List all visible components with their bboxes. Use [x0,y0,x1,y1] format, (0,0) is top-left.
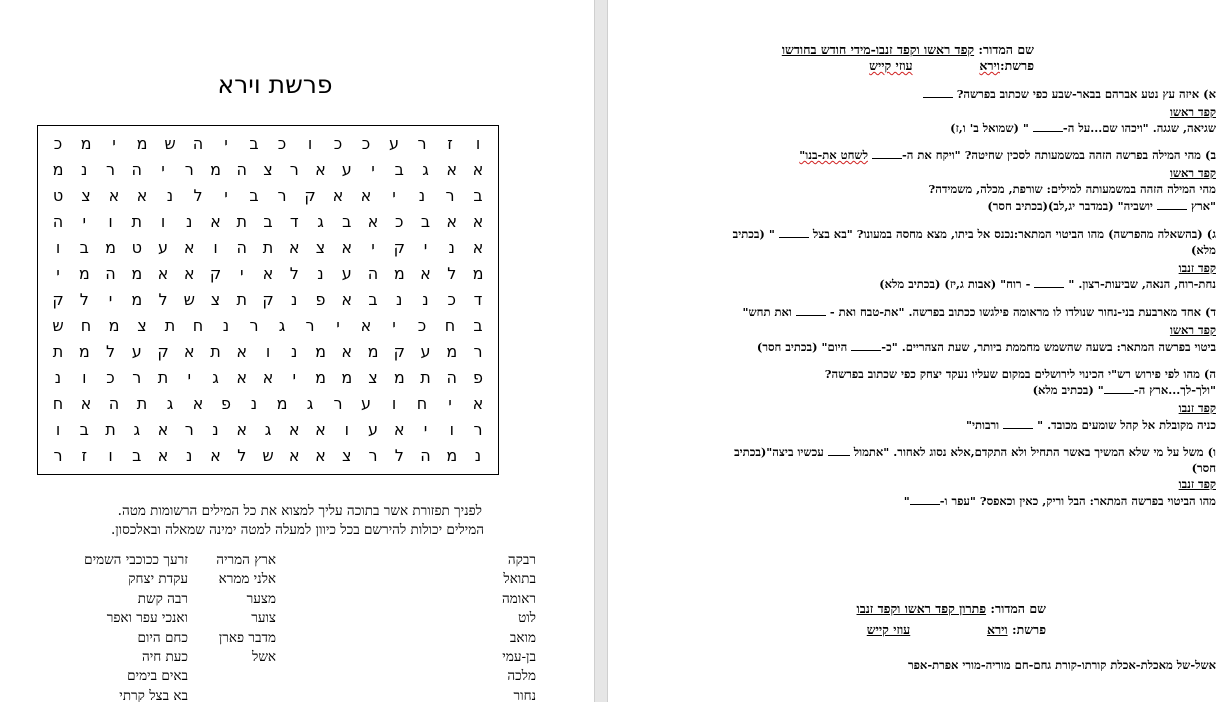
grid-letter: ר [445,185,455,205]
grid-letter: ו [55,419,61,439]
hint-b: מהי המילה הזהה במשמעותה למילים: שורפת, מכלה, משמידה? [928,182,1216,196]
grid-letter: א [192,393,204,413]
grid-letter: מ [367,341,379,361]
instructions-line-2: המילים יכולות להירשם בכל כיוון למעלה למטה ימינה שמאלה ובאלכסון. [110,522,484,538]
word-list-item: אלני ממרא [218,571,276,588]
grid-letter: ג [133,419,141,439]
solution-header: שם המדור: פתרון קפד ראשו וקפד זנבו [856,601,1046,616]
grid-letter: ז [447,133,453,153]
grid-letter: א [472,393,484,413]
grid-letter: א [157,419,169,439]
grid-letter: ח [192,315,204,335]
grid-letter: מ [315,341,326,361]
grid-letter: כ [395,211,404,231]
grid-letter: י [292,367,297,387]
grid-letter: ג [264,419,272,439]
grid-letter: כ [277,133,287,153]
grid-letter: כ [333,133,343,153]
grid-letter: ו [108,211,113,231]
question-c-cont: מלא) [1190,243,1216,257]
grid-letter: ע [388,133,399,153]
grid-letter: ג [306,393,314,413]
grid-letter: נ [186,445,193,465]
grid-letter: פ [221,393,231,413]
grid-letter: ת [236,289,247,309]
grid-letter: א [472,237,484,257]
grid-letter: ו [82,367,87,387]
grid-row [45,234,491,260]
grid-letter: נ [166,185,174,205]
grid-letter: ב [263,211,273,231]
grid-letter: ר [473,419,483,439]
grid-letter: ר [368,445,378,465]
grid-letter: י [423,419,428,439]
grid-letter: ז [81,445,88,465]
grid-letter: צ [137,315,147,335]
question-b: ב) מהי המילה בפרשה הזהה במשמעותה לסכין שחיטה? "ויקח את ה- לשחט את-בנו" [799,148,1216,162]
grid-letter: מ [472,263,484,283]
grid-letter: ר [417,133,427,153]
grid-letter: נ [212,419,219,439]
grid-letter: ק [52,289,64,309]
grid-row [45,364,491,390]
grid-letter: נ [186,211,193,231]
grid-letter: כ [447,289,456,309]
grid-letter: ג [422,159,429,179]
grid-letter: א [315,159,326,179]
question-f: ו) משל על מי שלא המשיך באשר התחיל ולא התקדם,אלא נסוג לאחור. "אתמול עכשיו ביצה"(בכתיב [734,445,1216,459]
grid-letter: ל [237,445,247,465]
grid-letter: א [262,263,274,283]
grid-letter: כ [106,367,115,387]
grid-letter: י [108,289,113,309]
grid-letter: ה [192,133,204,153]
grid-letter: א [236,419,248,439]
grid-letter: מ [78,341,90,361]
grid-letter: א [80,393,92,413]
grid-letter: צ [210,289,221,309]
grid-letter: י [224,133,228,153]
word-list-item: נחור [513,687,536,702]
grid-letter: י [82,211,87,231]
grid-letter: ת [136,393,148,413]
grid-letter: ע [341,263,352,283]
word-list-item: ארץ המריה [216,552,276,568]
grid-letter: נ [317,263,324,283]
grid-letter: ע [367,419,378,439]
grid-row [45,390,491,416]
grid-row [45,312,491,338]
grid-letter: ת [210,341,221,361]
grid-letter: נ [291,341,298,361]
grid-letter: ד [289,211,299,231]
word-list-column-2 [216,551,276,702]
question-c: ג) (בהשאלה מהפרשה) מהו הביטוי המתאר:נכנס אל ביתו, מצא מחסה במעונו? "בא בצל " (בכתיב [732,227,1216,241]
grid-letter: א [108,185,120,205]
question-d: ד) אחד מארבעת בני-נחור שנולדו לו מראומה פילגשו ככתוב בפרשה. "את-טבח ואת - ואת תחש" [742,305,1216,319]
grid-letter: מ [315,367,326,387]
grid-letter: מ [276,393,288,413]
grid-letter: א [341,289,353,309]
grid-letter: ר [305,315,315,335]
grid-letter: נ [396,289,403,309]
grid-letter: ה [52,211,64,231]
grid-letter: מ [131,263,143,283]
subheading-tail: קפד זנבו [1178,477,1216,491]
grid-letter: י [392,185,396,205]
grid-letter: פ [315,289,326,309]
grid-letter: ר [132,367,142,387]
grid-letter: כ [417,315,427,335]
grid-letter: ח [52,393,64,413]
subheading-head: קפד ראשו [1169,105,1216,119]
grid-letter: ה [367,263,379,283]
word-list-item: בן-עמי [502,648,536,665]
word-list-item: צוער [251,610,276,627]
grid-letter: כ [361,133,371,153]
grid-letter: ל [79,289,89,309]
grid-letter: ו [265,341,271,361]
grid-letter: צ [263,159,273,179]
grid-letter: כ [53,133,63,153]
grid-letter: א [367,211,379,231]
grid-letter: ה [131,159,142,179]
wordsearch-grid [37,125,499,475]
grid-letter: נ [422,289,429,309]
grid-letter: ט [52,185,64,205]
grid-letter: ע [157,237,168,257]
grid-letter: א [332,185,344,205]
grid-row [45,442,491,468]
grid-letter: ו [449,419,454,439]
grid-letter: א [446,159,458,179]
grid-row [45,156,491,182]
grid-letter: ד [473,289,483,309]
grid-letter: ב [473,315,483,335]
subheading-head: קפד ראשו [1169,166,1216,180]
grid-letter: ו [307,133,313,153]
word-list-item: מדבר פארן [218,629,276,646]
grid-letter: נ [250,393,258,413]
question-a: א) איזה עץ נטע אברהם בבאר-שבע כפי שכתוב בפרשה? [923,87,1216,102]
grid-letter: י [239,263,244,283]
column-header [782,42,1034,57]
grid-letter: א [157,445,169,465]
grid-letter: ו [475,133,481,153]
page-edge [594,0,595,702]
grid-letter: מ [52,159,64,179]
word-list-column-1 [502,551,536,702]
grid-letter: א [472,159,484,179]
grid-letter: ו [391,393,397,413]
instructions-line-1: לפניך תפזורת אשר בתוכה עליך למצוא את כל המילים הרשומות מטה. [117,503,482,519]
grid-letter: ת [236,211,247,231]
question-e: ה) מהו לפי פירוש רש"י הכינוי לירושלים במקום שעליו נעקד יצחק כפי שכתוב בפרשה? [824,367,1216,381]
grid-letter: מ [341,367,353,387]
grid-letter: ה [236,237,247,257]
grid-letter: ב [473,185,483,205]
grid-letter: ב [79,419,89,439]
grid-letter: ת [157,367,169,387]
grid-row [45,182,491,208]
parasha-value: וירא [979,58,1000,73]
grid-letter: מ [446,341,458,361]
grid-letter: י [371,159,375,179]
grid-row [45,208,491,234]
grid-letter: א [288,445,300,465]
word-list-item: באים בימים [127,668,188,685]
grid-letter: ר [105,159,116,179]
grid-letter: ק [157,341,169,361]
grid-letter: ב [342,211,352,231]
word-list-item: רבקה [507,552,536,568]
grid-letter: א [288,237,300,257]
grid-letter: ב [420,211,431,231]
grid-letter: ת [131,211,142,231]
grid-letter: נ [54,367,62,387]
grid-letter: ג [317,211,324,231]
grid-letter: נ [81,159,88,179]
hint-b-quote: "ארץ יושביה" (במדבר יג,לב)(בכתיב חסר) [987,199,1216,213]
grid-letter: מ [446,445,458,465]
grid-letter: ח [416,393,428,413]
grid-letter: ת [262,237,274,257]
answer-blank [923,87,953,98]
grid-letter: ע [131,341,142,361]
grid-letter: ק [393,341,405,361]
grid-letter: ר [184,159,194,179]
grid-letter: ע [341,159,352,179]
grid-letter: ו [213,237,218,257]
grid-letter: א [210,445,221,465]
grid-letter: א [183,237,195,257]
parasha-label: פרשת: [999,58,1034,73]
grid-letter: צ [342,445,352,465]
grid-letter: א [210,211,221,231]
solutions-line: אשל-של מאכלת-אכלת קורתו-קורת גחם-חם מוריה-מורי אפרת-אפר [908,658,1216,672]
grid-letter: ו [108,445,113,465]
grid-letter: ש [262,445,274,465]
grid-letter: א [315,445,326,465]
grid-letter: א [288,419,300,439]
grid-letter: א [315,419,326,439]
grid-letter: צ [315,237,326,257]
grid-letter: ר [289,159,299,179]
grid-letter: מ [105,237,116,257]
grid-letter: ג [212,367,219,387]
grid-letter: פ [473,367,483,387]
grid-letter: ב [249,185,259,205]
grid-letter: ר [333,393,343,413]
grid-letter: ח [444,315,456,335]
grid-letter: צ [81,185,91,205]
grid-letter: א [341,237,353,257]
word-list-item [216,667,276,686]
word-list-item: מואב [509,629,536,646]
hint-c: נחת-רוח, הנאה, שביעות-רצון. " - רוח" (אבות ג,יז) (בכתיב מלא) [879,277,1216,291]
solution-parasha-line: פרשת: וירא עוזי קייש [866,622,1046,637]
grid-letter: ק [262,289,274,309]
word-list-item: כעת חיה [141,648,188,665]
word-list-item: מצער [246,590,276,607]
grid-row [45,260,491,286]
grid-letter: י [187,367,192,387]
grid-letter: ל [193,185,203,205]
question-e-quote: "ולך-לך...ארץ ה-" (בכתיב מלא) [1032,383,1216,397]
grid-letter: ר [184,419,194,439]
left-page [0,0,594,702]
parasha-line [869,58,1034,73]
grid-letter: א [262,367,274,387]
word-list-item [216,687,276,702]
grid-letter: מ [393,263,405,283]
grid-letter: א [136,185,148,205]
wordsearch-title: פרשת וירא [217,70,333,99]
grid-letter: ר [53,445,63,465]
grid-letter: א [236,367,248,387]
grid-letter: ו [55,237,61,257]
hint-e: כניה מקובלת אל קהל שומעים מכובד. " ורבותי" [966,418,1216,432]
grid-letter: ל [105,341,116,361]
grid-letter: מ [136,133,148,153]
grid-letter: א [157,263,169,283]
grid-letter: ק [304,185,316,205]
grid-row [45,286,491,312]
word-list-item: מלכה [507,668,536,685]
grid-letter: ת [52,341,64,361]
grid-letter: א [446,211,458,231]
grid-letter: ר [249,315,259,335]
word-list-item: ראומה [502,590,536,607]
grid-letter: י [56,263,60,283]
grid-letter: ע [420,341,431,361]
grid-letter: מ [210,159,221,179]
grid-letter: ב [394,159,404,179]
header-value: קפד ראשו וקפד זנבו-מידי חודש בחודשו [781,42,975,57]
grid-letter: א [236,341,248,361]
word-list-item: אשל [252,648,276,665]
grid-letter: א [472,211,484,231]
grid-letter: נ [222,315,230,335]
grid-letter: י [448,393,452,413]
grid-letter: ת [420,367,431,387]
word-list-item: בתואל [503,571,536,588]
header-label: שם המדור: [978,42,1034,57]
grid-letter: י [336,315,340,335]
grid-letter: י [392,315,396,335]
grid-letter: מ [393,367,405,387]
right-page [608,0,1226,702]
grid-row [45,416,491,442]
grid-row [45,130,491,156]
hint-d: ביטוי בפרשה המתאר: בשעה שהשמש מחממת ביותר, שעת הצהריים. "כ- היום" (בכתיב חסר) [756,340,1216,354]
grid-letter: ג [166,393,174,413]
word-list-item: עקדת יצחק [128,571,188,588]
grid-letter: ב [132,445,142,465]
grid-letter: ע [360,393,371,413]
grid-letter: ר [277,185,287,205]
grid-letter: ת [105,419,116,439]
grid-letter: ב [79,237,89,257]
grid-row [45,338,491,364]
subheading-head: קפד ראשו [1169,323,1216,337]
word-list-item: בא בצל קרתי [119,687,188,702]
grid-letter: נ [418,185,426,205]
word-list-item: כחם היום [137,629,188,646]
grid-letter: ב [249,133,259,153]
grid-letter: ש [183,289,195,309]
grid-letter: מ [80,133,92,153]
grid-letter: מ [78,263,90,283]
grid-letter: נ [448,237,455,257]
grid-letter: ר [473,341,483,361]
grid-letter: א [183,341,195,361]
hint-f: מהו הביטוי בפרשה המתאר: הבל וריק, כאין וכאפס? "עפר ו-" [903,494,1216,508]
grid-letter: י [423,237,428,257]
subheading-tail: קפד זנבו [1178,261,1216,275]
grid-letter: א [393,419,405,439]
grid-letter: י [161,159,165,179]
grid-letter: ה [236,159,247,179]
word-list-item: ואנכי עפר ואפר [106,610,188,627]
grid-letter: ו [160,211,166,231]
grid-letter: ח [80,315,92,335]
grid-letter: ק [209,263,222,283]
grid-letter: מ [108,315,120,335]
grid-letter: א [183,263,195,283]
grid-letter: ב [368,289,378,309]
grid-letter: א [360,185,372,205]
author-name: עוזי קייש [869,58,913,73]
grid-letter: ג [278,315,286,335]
grid-letter: צ [368,367,378,387]
subheading-tail: קפד זנבו [1178,401,1216,415]
grid-letter: ה [420,445,431,465]
grid-letter: ק [393,237,405,257]
word-list-item: רבה קשת [137,590,188,607]
grid-letter: נ [474,445,482,465]
grid-letter: ה [105,263,116,283]
grid-letter: ט [131,237,142,257]
grid-letter: ה [108,393,120,413]
grid-letter: י [224,185,228,205]
word-list-item: לוט [518,610,536,627]
grid-letter: ל [447,263,457,283]
grid-letter: י [371,237,375,257]
grid-letter: ה [446,367,457,387]
grid-letter: א [341,341,353,361]
word-list-column-3 [84,551,188,702]
word-list-item: זרעך ככוכבי השמים [84,552,188,568]
page-gutter [594,0,608,702]
grid-letter: ש [52,315,64,335]
grid-letter: נ [291,289,298,309]
grid-letter: ל [158,289,168,309]
grid-letter: ל [289,263,299,283]
grid-letter: א [360,315,372,335]
grid-letter: ו [344,419,349,439]
grid-letter: ש [164,133,176,153]
hint-a: שגיאה, שגגה. "ויכהו שם...על ה- " (שמואל ב' ו,ז) [950,121,1216,135]
grid-letter: א [420,263,431,283]
question-f-cont: חסר) [1191,461,1216,475]
grid-letter: י [112,133,116,153]
grid-letter: ל [394,445,404,465]
grid-letter: ת [164,315,176,335]
grid-letter: מ [131,289,143,309]
